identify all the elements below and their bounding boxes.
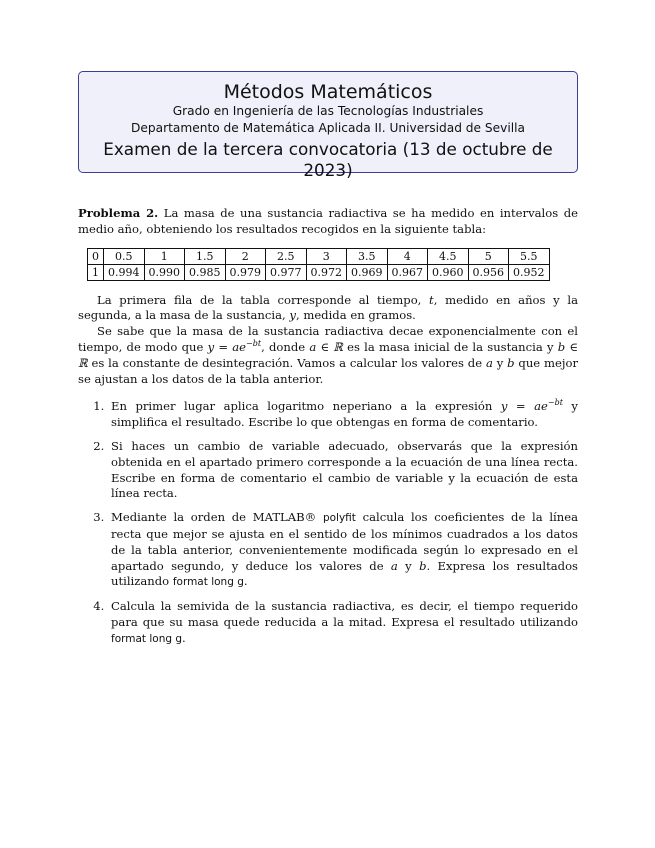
table-cell: 4.5 xyxy=(428,248,469,264)
table-cell: 3 xyxy=(306,248,347,264)
table-cell: 2 xyxy=(225,248,266,264)
text-run: En primer lugar aplica logaritmo neperiano a la expresión xyxy=(111,399,501,414)
table-cell: 0.972 xyxy=(306,264,347,280)
table-row-mass xyxy=(88,264,550,280)
text-run: y simplifica el resultado. Escribe lo que obtengas en forma de comentario. xyxy=(111,399,578,430)
text-run: es la constante de desintegración. Vamos a calcular los valores de xyxy=(87,355,486,370)
table-cell: 5 xyxy=(468,248,509,264)
table-cell: 0.985 xyxy=(185,264,226,280)
table-row-time xyxy=(88,248,550,264)
text-run: . xyxy=(243,574,248,589)
code-command: format long g xyxy=(172,576,244,589)
table-cell: 4 xyxy=(387,248,428,264)
text-run: y xyxy=(492,355,508,370)
text-run: Si haces un cambio de variable adecuado, observarás que la expresión obtenida en el apartado primero corresponde a la ecuación de una línea recta. Escribe en forma de comentario el cambio de variable y la ecuación de esta línea recta. xyxy=(111,438,578,501)
math-expression: a ∈ ℝ xyxy=(309,339,343,354)
math-var: a xyxy=(390,558,398,573)
text-run: que mejor se ajustan a los datos de la tabla anterior. xyxy=(78,355,578,386)
table-cell: 1.5 xyxy=(185,248,226,264)
course-title: Métodos Matemáticos xyxy=(223,81,433,103)
table-cell: 0.977 xyxy=(266,264,307,280)
text-run: , medida en gramos. xyxy=(295,308,416,323)
table-cell: 0.967 xyxy=(387,264,428,280)
task-item-1 xyxy=(108,399,578,431)
table-cell: 3.5 xyxy=(347,248,388,264)
table-cell: 0.994 xyxy=(104,264,145,280)
code-command: polyfit xyxy=(322,512,356,525)
problem-intro-text: La masa de una sustancia radiactiva se ha medido en intervalos de medio año, obteniendo los resultados recogidos en la siguiente tabla: xyxy=(78,206,579,236)
data-table xyxy=(87,248,550,281)
table-cell: 0.969 xyxy=(347,264,388,280)
task-item-4 xyxy=(108,599,578,647)
paragraph-model xyxy=(78,324,578,387)
text-run: calcula los coeficientes de la línea recta que mejor se ajusta en el sentido de los mínimos cuadrados a los datos de la tabla anterior, convenientemente modificada según lo expresado en el apartado segundo, y deduce los valores de xyxy=(111,510,579,573)
problem-intro xyxy=(78,206,578,238)
table-cell: 5.5 xyxy=(509,248,550,264)
paragraph-table-description xyxy=(78,293,578,325)
math-var: b xyxy=(507,355,515,370)
text-run: La primera fila de la tabla corresponde al tiempo, xyxy=(97,292,430,307)
table-cell: 0 xyxy=(88,248,104,264)
math-exponent: −bt xyxy=(547,398,563,408)
problem-label: Problema 2. xyxy=(78,206,159,220)
table-cell: 2.5 xyxy=(266,248,307,264)
task-list xyxy=(78,399,578,647)
text-run: , medido en años y la segunda, a la masa de la sustancia, xyxy=(78,292,579,323)
table-cell: 1 xyxy=(88,264,104,280)
text-run: . xyxy=(182,630,186,645)
text-run: y xyxy=(397,558,420,573)
table-cell: 0.952 xyxy=(509,264,550,280)
math-var: y xyxy=(289,308,296,323)
text-run: Calcula la semivida de la sustancia radiactiva, es decir, el tiempo requerido para que su masa quede reducida a la mitad. Expresa el resultado utilizando xyxy=(111,599,578,629)
text-run: es la masa inicial de la sustancia y xyxy=(342,339,558,354)
math-exponent: −bt xyxy=(246,339,262,349)
task-item-3 xyxy=(108,510,578,591)
math-expression: y = ae xyxy=(207,339,247,354)
table-cell: 0.956 xyxy=(468,264,509,280)
code-command: format long g xyxy=(111,632,183,645)
text-run: , donde xyxy=(261,339,310,354)
exam-line: Examen de la tercera convocatoria (13 de octubre de 2023) xyxy=(103,139,553,180)
math-var: t xyxy=(429,292,434,307)
table-cell: 0.979 xyxy=(225,264,266,280)
math-expression: y = ae xyxy=(500,399,548,414)
math-expression: b ∈ ℝ xyxy=(78,339,578,370)
table-cell: 1 xyxy=(144,248,185,264)
department-line: Departamento de Matemática Aplicada II. Universidad de Sevilla xyxy=(131,121,525,135)
table-cell: 0.990 xyxy=(144,264,185,280)
degree-line: Grado en Ingeniería de las Tecnologías Industriales xyxy=(172,104,484,118)
math-var: b xyxy=(419,558,427,573)
task-item-2 xyxy=(108,439,578,502)
text-run: Mediante la orden de MATLAB® xyxy=(111,510,323,525)
table-cell: 0.5 xyxy=(104,248,145,264)
header-box xyxy=(78,71,578,180)
table-cell: 0.960 xyxy=(428,264,469,280)
math-var: a xyxy=(485,355,493,370)
problem-content xyxy=(78,206,578,656)
text-run: Se sabe que la masa de la sustancia radiactiva decae exponencialmente con el tiempo, de modo que xyxy=(78,324,578,354)
text-run: . Expresa los resultados utilizando xyxy=(111,558,579,589)
